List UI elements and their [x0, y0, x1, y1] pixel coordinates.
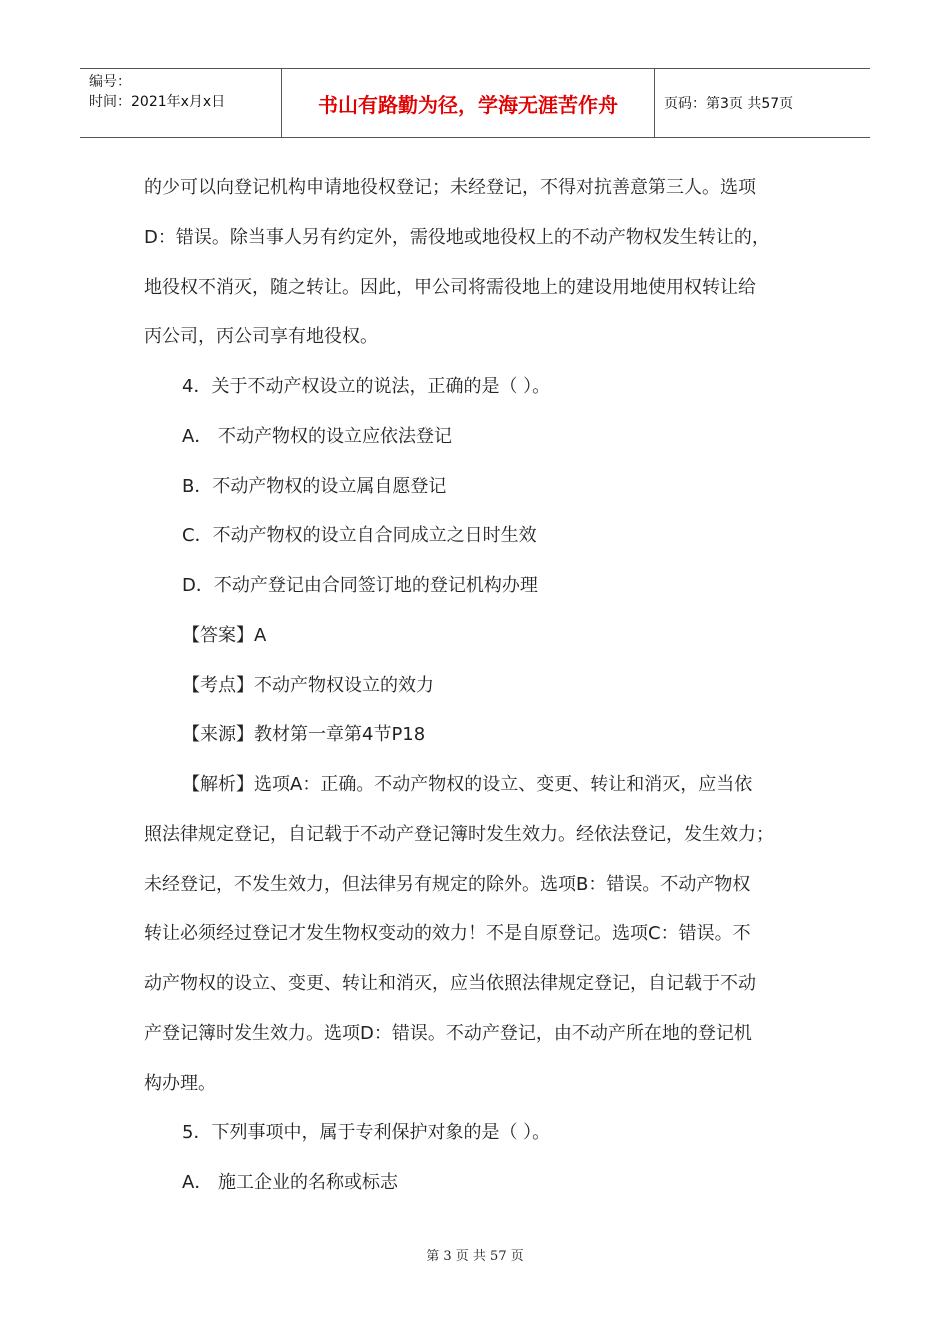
header-divider	[654, 69, 655, 137]
option-c: C．不动产物权的设立自合同成立之日时生效	[182, 525, 537, 546]
body-line: 丙公司，丙公司享有地役权。	[144, 326, 378, 347]
body-line: 产登记簿时发生效力。选项D：错误。不动产登记，由不动产所在地的登记机	[144, 1023, 752, 1044]
option-a: A． 不动产物权的设立应依法登记	[182, 426, 453, 447]
answer-line: 【答案】A	[182, 625, 267, 646]
option-d: D．不动产登记由合同签订地的登记机构办理	[182, 575, 538, 596]
page-header	[80, 68, 870, 138]
option-a: A． 施工企业的名称或标志	[182, 1172, 399, 1193]
body-line: 地役权不消灭，随之转让。因此，甲公司将需役地上的建设用地使用权转让给	[144, 277, 756, 298]
analysis-line: 【解析】选项A：正确。不动产物权的设立、变更、转让和消灭，应当依	[182, 774, 753, 795]
body-line: 动产物权的设立、变更、转让和消灭，应当依照法律规定登记，自记载于不动	[144, 973, 756, 994]
question-4: 4．关于不动产权设立的说法，正确的是（ ）。	[182, 376, 551, 397]
body-line: 转让必须经过登记才发生物权变动的效力！不是自原登记。选项C：错误。不	[144, 923, 751, 944]
header-meta	[89, 72, 225, 112]
header-number-label: 编号：	[89, 74, 131, 90]
body-line: 的少可以向登记机构申请地役权登记；未经登记，不得对抗善意第三人。选项	[144, 177, 756, 198]
key-point-line: 【考点】不动产物权设立的效力	[182, 675, 434, 696]
body-line: 照法律规定登记，自记载于不动产登记簿时发生效力。经依法登记，发生效力；	[144, 824, 774, 845]
header-page-info: 页码：第3页 共57页	[664, 96, 794, 112]
page-footer: 第 3 页 共 57 页	[426, 1249, 524, 1264]
header-motto: 书山有路勤为径，学海无涯苦作舟	[318, 92, 618, 117]
option-b: B．不动产物权的设立属自愿登记	[182, 476, 447, 497]
body-line: 构办理。	[144, 1073, 216, 1094]
body-line: D：错误。除当事人另有约定外，需役地或地役权上的不动产物权发生转让的，	[144, 227, 770, 248]
question-5: 5．下列事项中，属于专利保护对象的是（ ）。	[182, 1122, 551, 1143]
body-line: 未经登记，不发生效力，但法律另有规定的除外。选项B：错误。不动产物权	[144, 874, 751, 895]
source-line: 【来源】教材第一章第4节P18	[182, 724, 426, 745]
header-time-label: 时间：2021年x月x日	[89, 94, 226, 110]
